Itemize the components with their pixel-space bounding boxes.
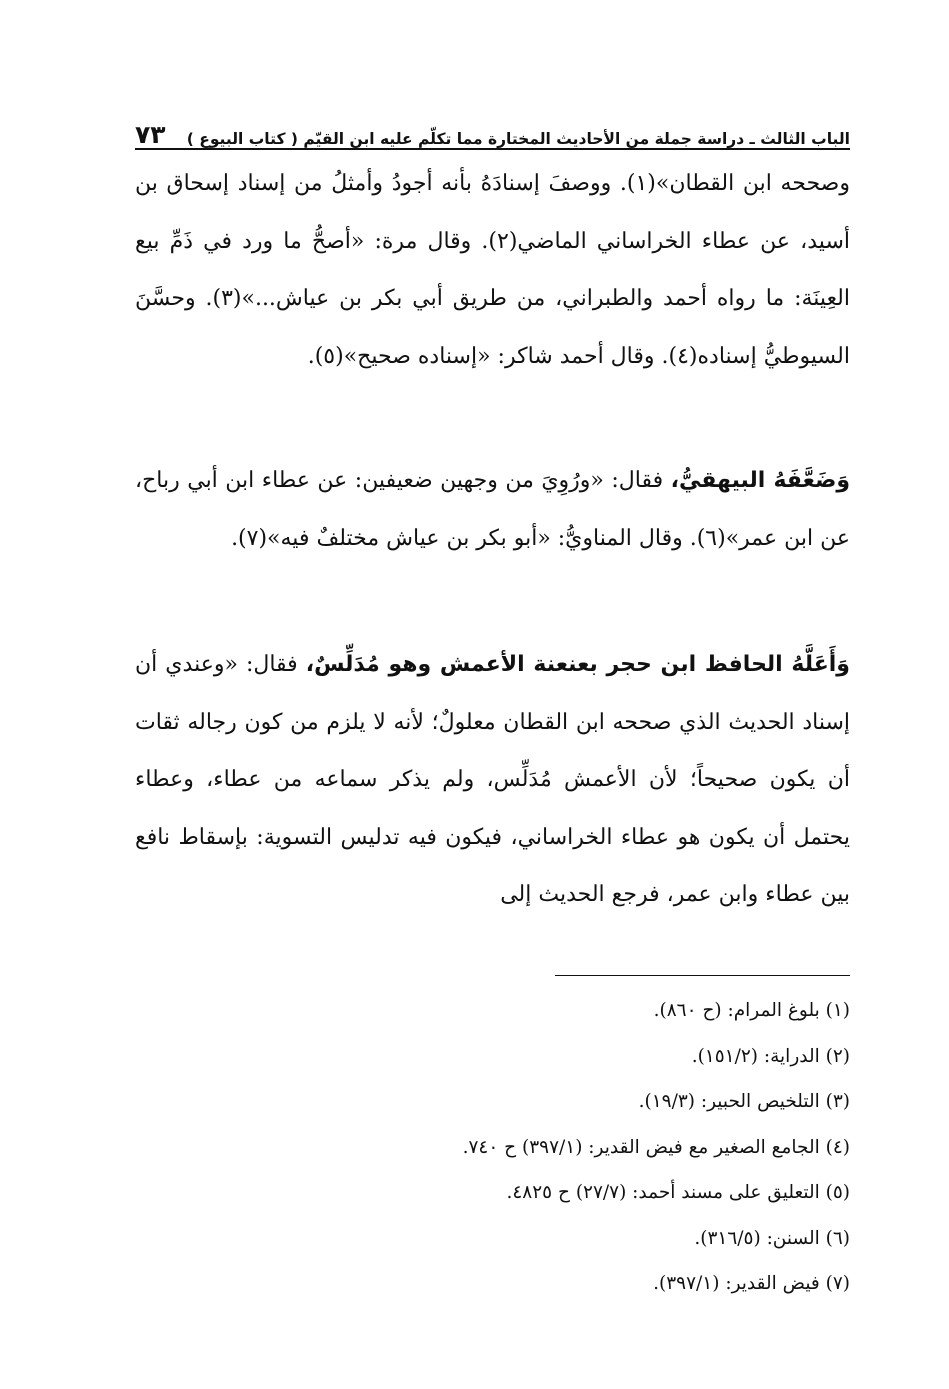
paragraph-1 [135,155,850,385]
paragraph-3-body: فقال: «وعندي أن إسناد الحديث الذي صححه ابن القطان معلولٌ؛ لأنه لا يلزم من كون رجاله ثقات أن يكون صحيحاً؛ لأن الأعمش مُدَلِّس، ولم يذكر سماعه من عطاء، وعطاء يحتمل أن يكون هو عطاء الخراساني، فيكون فيه تدليس التسوية: بإسقاط نافع بين عطاء وابن عمر، فرجع الحديث إلى [135,652,850,907]
paragraph-3-lead: وَأَعَلَّهُ الحافظ ابن حجر بعنعنة الأعمش وهو مُدَلِّسٌ، [305,652,850,677]
footnote-5: (٥) التعليق على مسند أحمد: (٢٧/٧) ح ٤٨٢٥. [506,1182,850,1203]
footnote-1: (١) بلوغ المرام: (ح ٨٦٠). [653,1000,850,1021]
paragraph-2-lead: وَضَعَّفَهُ البيهقيُّ، [670,468,850,493]
header-title: الباب الثالث ـ دراسة جملة من الأحاديث المختارة مما تكلّم عليه ابن القيّم ( كتاب البيوع ) [186,130,850,148]
page-number: ٧٣ [135,120,166,149]
paragraph-2-body: فقال: «ورُوِيَ من وجهين ضعيفين: عن عطاء ابن أبي رباح، عن ابن عمر»(٦). وقال المناويُّ: «أبو بكر بن عياش مختلفٌ فيه»(٧). [135,468,850,551]
running-header [135,112,850,148]
footnote-4: (٤) الجامع الصغير مع فيض القدير: (٣٩٧/١) ح ٧٤٠. [462,1136,850,1158]
header-rule [135,148,850,150]
footnote-6: (٦) السنن: (٣١٦/٥). [694,1227,850,1249]
paragraph-2 [135,452,850,567]
footnote-7: (٧) فيض القدير: (٣٩٧/١). [653,1273,850,1294]
paragraph-1-body: وصححه ابن القطان»(١). ووصفَ إسنادَهُ بأنه أجودُ وأمثلُ من إسناد إسحاق بن أسيد، عن عطاء الخراساني الماضي(٢). وقال مرة: «أصحُّ ما ورد في ذَمِّ بيع العِينَة: ما رواه أحمد والطبراني، من طريق أبي بكر بن عياش...»(٣). وحسَّنَ السيوطيُّ إسناده(٤). وقال أحمد شاكر: «إسناده صحيح»(٥). [135,171,850,369]
paragraph-1-text [135,155,850,385]
footnote-separator [555,975,850,976]
footnotes [135,993,850,1312]
footnote-3: (٣) التلخيص الحبير: (١٩/٣). [638,1091,850,1112]
paragraph-3-text [135,636,850,924]
paragraph-3 [135,636,850,924]
footnote-2: (٢) الدراية: (١٥١/٢). [691,1045,850,1067]
paragraph-2-text [135,452,850,567]
